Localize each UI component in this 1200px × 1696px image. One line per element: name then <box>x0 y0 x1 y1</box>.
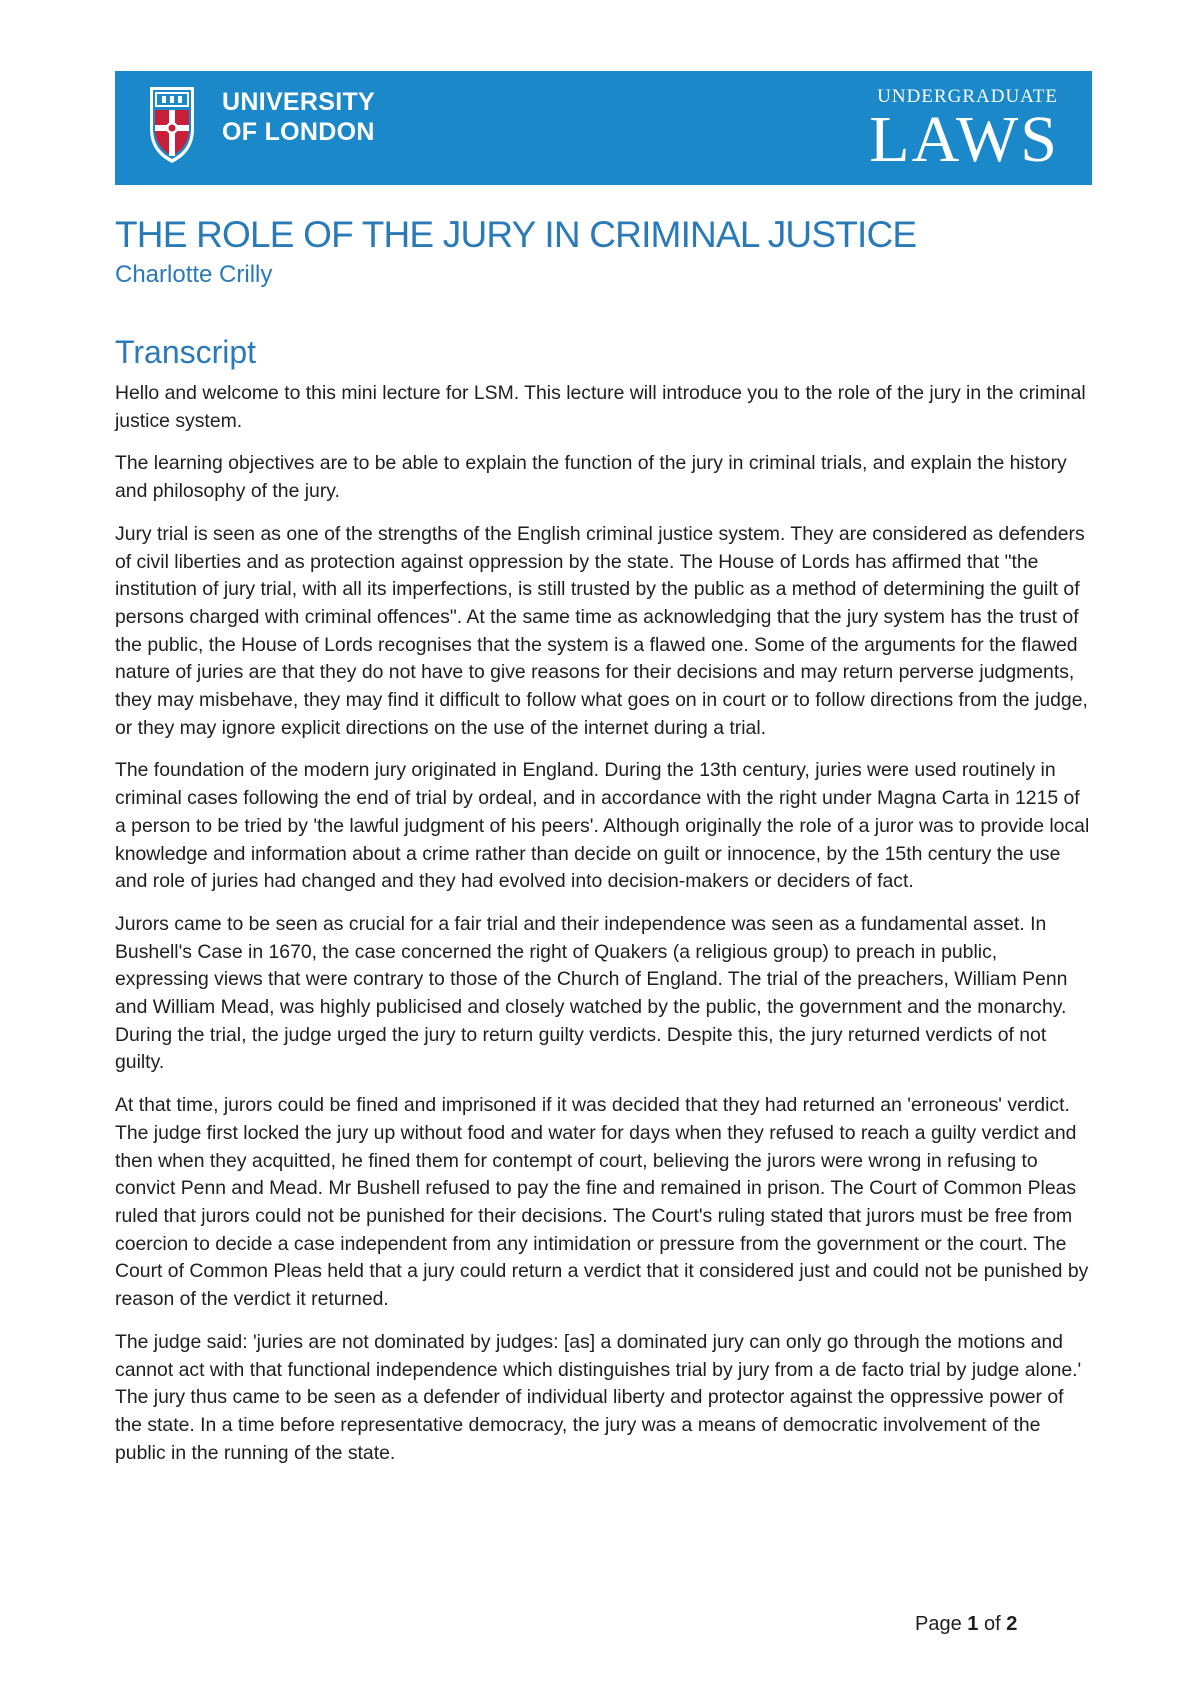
page-number <box>915 1613 1017 1636</box>
header-banner <box>115 71 1092 185</box>
section-heading: Transcript <box>115 334 257 370</box>
university-name-line1: UNIVERSITY <box>222 88 376 116</box>
paragraph: Jurors came to be seen as crucial for a fair trial and their independence was seen as a fundamental asset. In Bushell's Case in 1670, the case concerned the right of Quakers (a religious group) to preach in public, expressing views that were contrary to those of the Church of England. The trial of the preachers, William Penn and William Mead, was highly publicised and closely watched by the public, the government and the monarchy. During the trial, the judge urged the jury to return guilty verdicts. Despite this, the jury returned verdicts of not guilty. <box>115 912 1068 1074</box>
document-title: THE ROLE OF THE JURY IN CRIMINAL JUSTICE <box>115 214 917 255</box>
paragraph: The foundation of the modern jury originated in England. During the 13th century, juries were used routinely in criminal cases following the end of trial by ordeal, and in accordance with the right under Magna Carta in 1215 of a person to be tried by 'the lawful judgment of his peers'. Although originally the role of a juror was to provide local knowledge and information about a crime rather than decide on guilt or innocence, by the 15th century the use and role of juries had changed and they had evolved into decision-makers or deciders of fact. <box>115 759 1090 893</box>
page-current: 1 <box>967 1613 979 1635</box>
programme-title: LAWS <box>869 103 1059 176</box>
paragraph: The learning objectives are to be able to explain the function of the jury in criminal trials, and explain the history and philosophy of the jury. <box>115 452 1067 503</box>
programme-label: UNDERGRADUATE <box>877 86 1058 107</box>
university-name-line2: OF LONDON <box>222 118 375 146</box>
document-author: Charlotte Crilly <box>115 261 273 288</box>
paragraph: The judge said: 'juries are not dominated by judges: [as] a dominated jury can only go through the motions and cannot act with that functional independence which distinguishes trial by jury from a de facto trial by judge alone.' The jury thus came to be seen as a defender of individual liberty and protector against the oppressive power of the state. In a time before representative democracy, the jury was a means of democratic involvement of the public in the running of the state. <box>115 1330 1082 1464</box>
paragraph: Jury trial is seen as one of the strengths of the English criminal justice system. They are considered as defenders of civil liberties and as protection against oppression by the state. The House of Lords has affirmed that "the institution of jury trial, with all its imperfections, is still trusted by the public as a method of determining the guilt of persons charged with criminal offences". At the same time as acknowledging that the jury system has the trust of the public, the House of Lords recognises that the system is a flawed one. Some of the arguments for the flawed nature of juries are that they do not have to give reasons for their decisions and may return perverse judgments, they may misbehave, they may find it difficult to follow what goes on in court or to follow directions from the judge, or they may ignore explicit directions on the use of the internet during a trial. <box>115 522 1088 739</box>
paragraph: At that time, jurors could be fined and imprisoned if it was decided that they had returned an 'erroneous' verdict. The judge first locked the jury up without food and water for days when they refused to reach a guilty verdict and then when they acquitted, he fined them for contempt of court, believing the jurors were wrong in refusing to convict Penn and Mead. Mr Bushell refused to pay the fine and remained in prison. The Court of Common Pleas ruled that jurors could not be punished for their decisions. The Court's ruling stated that jurors must be free from coercion to decide a case independent from any intimidation or pressure from the government or the court. The Court of Common Pleas held that a jury could return a verdict that it considered just and could not be punished by reason of the verdict it returned. <box>115 1094 1089 1311</box>
university-name <box>222 87 375 147</box>
transcript-body <box>115 380 1092 1482</box>
page-word: Page <box>915 1613 962 1635</box>
page-of: of <box>983 1613 1001 1635</box>
paragraph: Hello and welcome to this mini lecture for LSM. This lecture will introduce you to the role of the jury in the criminal justice system. <box>115 382 1086 432</box>
page-total: 2 <box>1006 1613 1018 1635</box>
university-crest-icon <box>148 85 196 165</box>
